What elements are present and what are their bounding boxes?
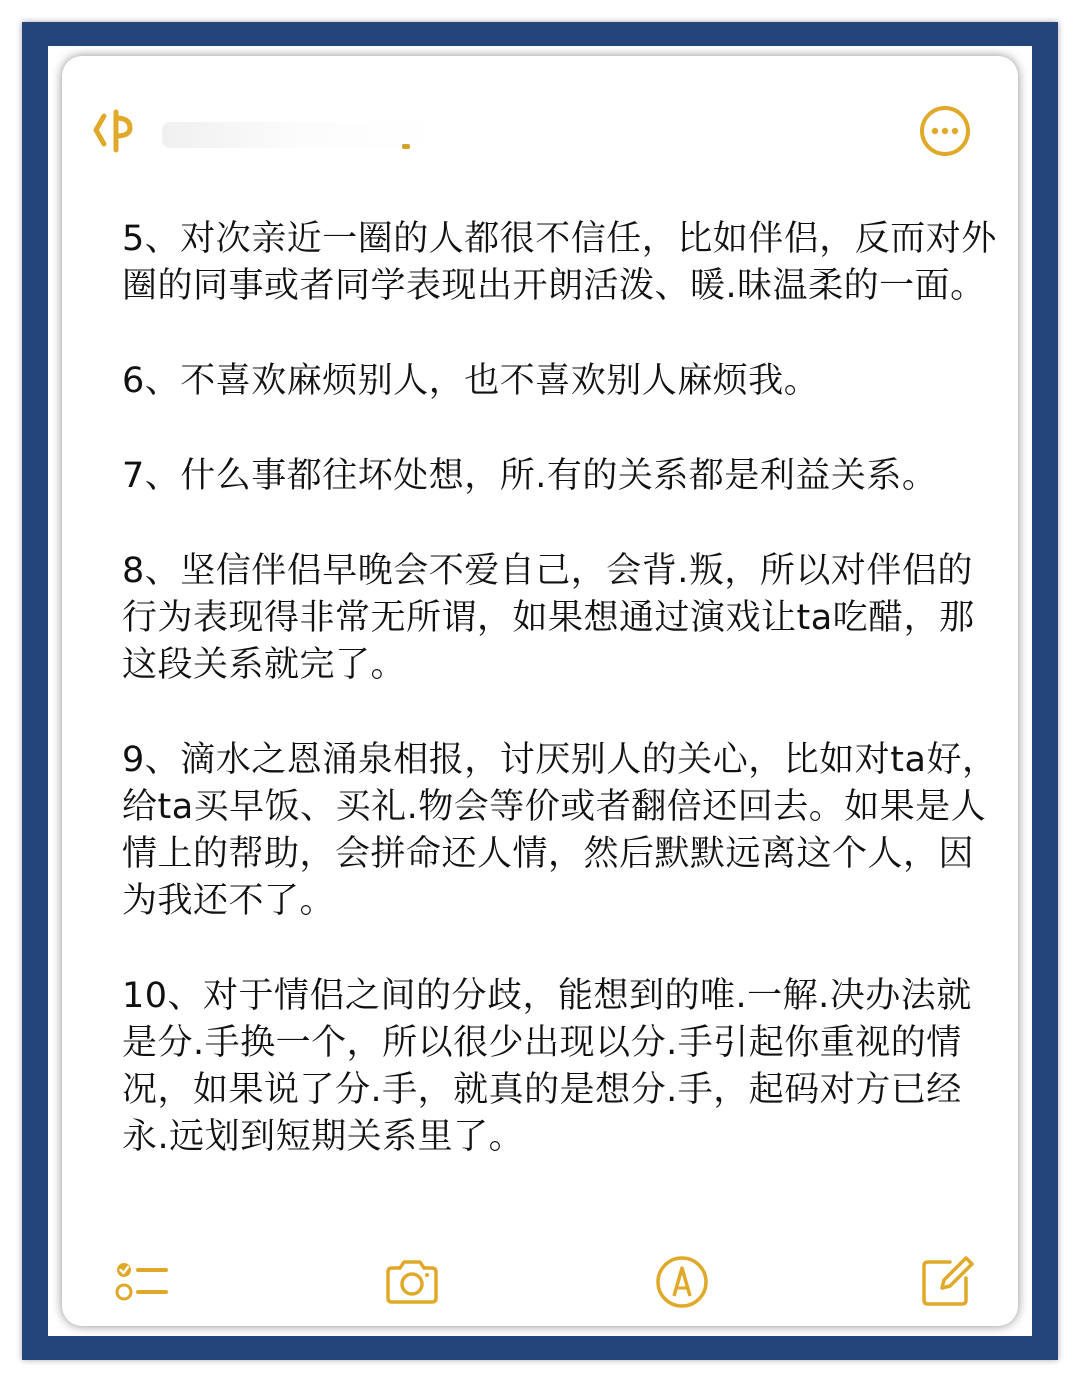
bottom-toolbar xyxy=(62,1236,1018,1316)
note-paragraph-10: 10、对于情侣之间的分歧，能想到的唯.一解.决办法就是分.手换一个，所以很少出现以分.手引起你重视的情况，如果说了分.手，就真的是想分.手，起码对方已经永.远划到短期关系里了。 xyxy=(122,976,972,1157)
note-sheet xyxy=(62,56,1018,1326)
note-paragraph-5: 5、对次亲近一圈的人都很不信任，比如伴侣，反而对外圈的同事或者同学表现出开朗活泼、暖.昧温柔的一面。 xyxy=(122,219,997,306)
note-paragraph-7: 7、什么事都往坏处想，所.有的关系都是利益关系。 xyxy=(122,456,938,496)
markup-pen-icon[interactable] xyxy=(650,1250,714,1314)
camera-icon[interactable] xyxy=(380,1250,444,1314)
blurred-title xyxy=(162,122,442,148)
checklist-icon[interactable] xyxy=(110,1250,174,1314)
more-dots-icon[interactable] xyxy=(918,104,972,158)
back-chevron-icon[interactable] xyxy=(90,104,140,158)
note-paragraph-8: 8、坚信伴侣早晚会不爱自己，会背.叛，所以对伴侣的行为表现得非常无所谓，如果想通过演戏让ta吃醋，那这段关系就完了。 xyxy=(122,551,975,685)
note-content[interactable] xyxy=(122,216,1002,1209)
blurred-mark xyxy=(402,144,410,149)
note-paragraph-6: 6、不喜欢麻烦别人，也不喜欢别人麻烦我。 xyxy=(122,361,820,401)
compose-icon[interactable] xyxy=(914,1250,978,1314)
top-bar xyxy=(62,56,1018,196)
note-background xyxy=(48,46,1032,1336)
note-paragraph-9: 9、滴水之恩涌泉相报，讨厌别人的关心，比如对ta好，给ta买早饭、买礼.物会等价或者翻倍还回去。如果是人情上的帮助，会拼命还人情，然后默默远离这个人，因为我还不了。 xyxy=(122,740,998,921)
